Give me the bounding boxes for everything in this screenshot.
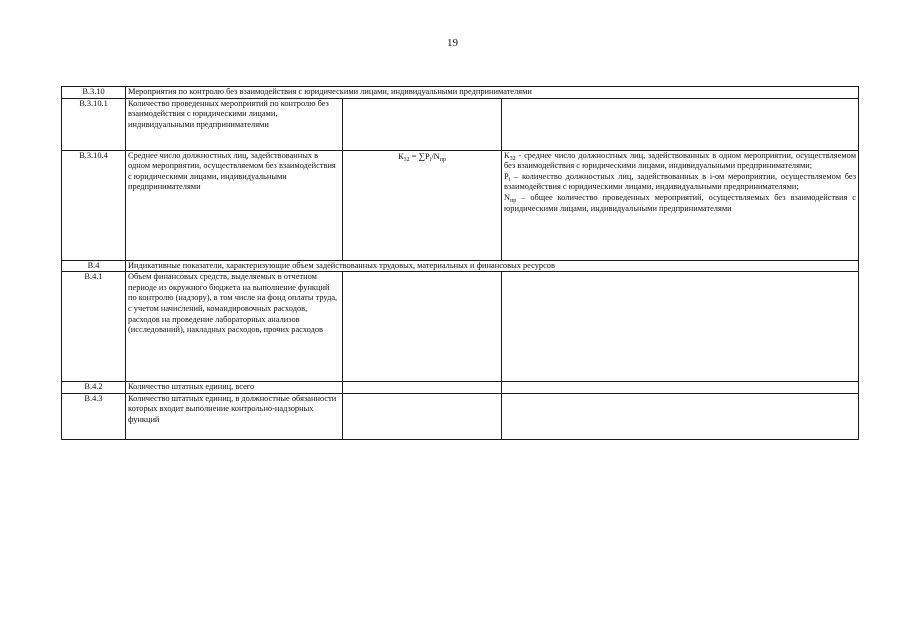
- indicator-name: Количество проведенных мероприятий по контролю без взаимодействия с юридическими лицами, индивидуальными предпринимателями: [126, 98, 343, 150]
- indicator-name: Объем финансовых средств, выделяемых в отчетном периоде из окружного бюджета на выполнение функций по контролю (надзору), в том числе на фонд оплаты труда, с учетом начислений, командировочных расходов, расходов на проведение лабораторных анализов (исследований), накладных расходов, прочих расходов: [126, 272, 343, 382]
- formula-cell: [343, 272, 502, 382]
- indicator-name: Среднее число должностных лиц, задействованных в одном мероприятии, осуществляемом без взаимодействия с юридическими лицами, индивидуальными предпринимателями: [126, 150, 343, 260]
- explanation-cell: [502, 382, 859, 394]
- formula-equals: =: [409, 151, 419, 161]
- p-symbol: P: [504, 171, 509, 181]
- row-code: В.3.10: [62, 87, 126, 99]
- explanation-cell: [502, 98, 859, 150]
- k-description: - среднее число должностных лиц, задействованных в одном мероприятии, осуществляемом без взаимодействия с юридическими лицами, индивидуальными предпринимателями;: [504, 150, 856, 171]
- formula-cell: [343, 393, 502, 439]
- row-code: В.4.1: [62, 272, 126, 382]
- table-row: [62, 393, 859, 439]
- formula-p: P: [425, 151, 430, 161]
- table-row: [62, 382, 859, 394]
- table-row: [62, 272, 859, 382]
- explanation-cell: [502, 272, 859, 382]
- k-symbol: К: [504, 150, 510, 160]
- indicator-name: Количество штатных единиц, в должностные обязанности которых входит выполнение контрольно-надзорных функций: [126, 393, 343, 439]
- formula-p-subscript: i: [429, 156, 432, 163]
- row-code: В.4.2: [62, 382, 126, 394]
- explanation-cell: [502, 393, 859, 439]
- n-symbol: N: [504, 192, 511, 202]
- formula-divide-n: /N: [431, 151, 440, 161]
- table-row: [62, 98, 859, 150]
- row-code: В.4.3: [62, 393, 126, 439]
- explanation-n: [504, 193, 856, 214]
- explanation-k: [504, 151, 856, 172]
- table-row: [62, 87, 859, 99]
- formula-cell: [343, 98, 502, 150]
- table-row: [62, 150, 859, 260]
- sum-symbol: ∑: [418, 150, 425, 161]
- p-description: – количество должностных лиц, задействованных в i-ом мероприятии, осуществляемом без взаимодействия с юридическими лицами, индивидуальными предпринимателями;: [504, 171, 856, 192]
- formula-cell: [343, 150, 502, 260]
- row-code: В.3.10.4: [62, 150, 126, 260]
- explanation-p: [504, 172, 856, 193]
- n-subscript: пр: [510, 197, 517, 204]
- page-number: 19: [447, 37, 458, 49]
- k-subscript: 32: [509, 155, 516, 162]
- formula-lhs: К: [398, 151, 404, 161]
- p-subscript: i: [508, 176, 511, 183]
- section-title: Индикативные показатели, характеризующие объем задействованных трудовых, материальных и финансовых ресурсов: [126, 260, 859, 272]
- formula-cell: [343, 382, 502, 394]
- formula-lhs-subscript: 32: [403, 156, 410, 163]
- indicators-table: [61, 86, 859, 440]
- explanation-cell: [502, 150, 859, 260]
- row-code: В.4: [62, 260, 126, 272]
- indicator-name: Количество штатных единиц, всего: [126, 382, 343, 394]
- row-code: В.3.10.1: [62, 98, 126, 150]
- n-description: – общее количество проведенных мероприятий, осуществляемых без взаимодействия с юридическими лицами, индивидуальными предпринимателями: [504, 192, 856, 213]
- formula-n-subscript: пр: [439, 156, 446, 163]
- table-row: [62, 260, 859, 272]
- section-title: Мероприятия по контролю без взаимодействия с юридическими лицами, индивидуальными предпринимателями: [126, 87, 859, 99]
